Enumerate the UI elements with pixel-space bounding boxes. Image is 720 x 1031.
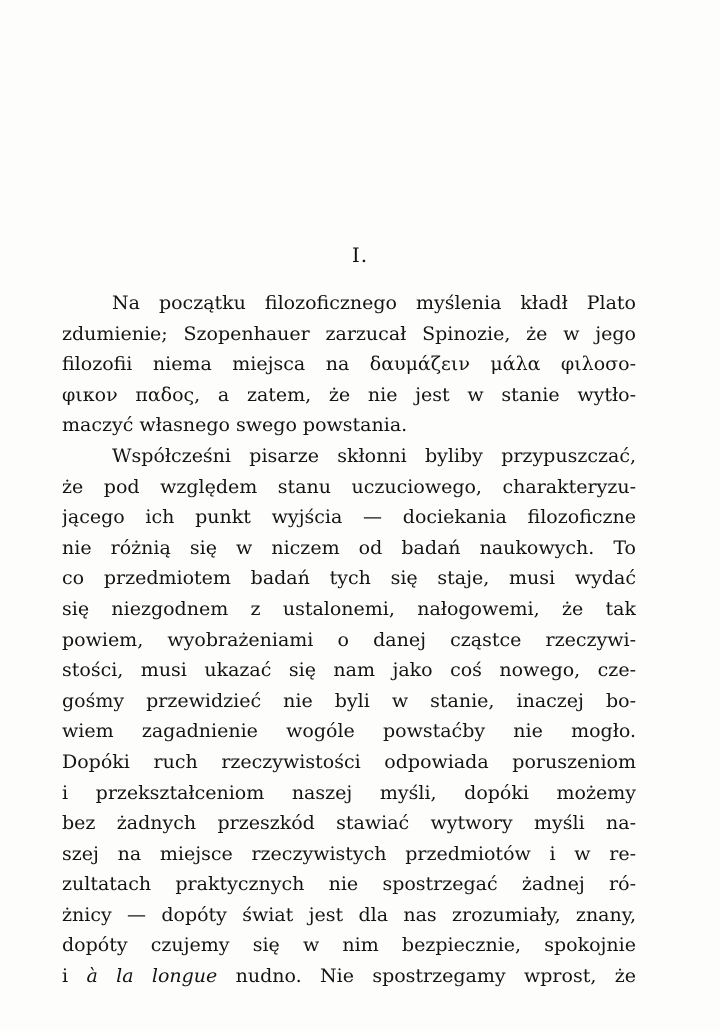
text-line: wiem zagadnienie wogóle powstaćby nie mogło. (62, 720, 636, 743)
text-line: powiem, wyobrażeniami o danej cząstce rzeczywi- (62, 628, 636, 651)
text-line (62, 961, 636, 992)
text-line: filozofii niema miejsca na δαυμάζειν μάλα φιλοσο- (62, 353, 636, 376)
text-line: szej na miejsce rzeczywistych przedmiotów i w re- (62, 842, 636, 865)
text-line: φικον παδος, a zatem, że nie jest w stanie wytło- (62, 383, 636, 406)
chapter-number: I. (351, 243, 369, 267)
text-line: nie różnią się w niczem od badań naukowych. To (62, 536, 636, 559)
text-line: Dopóki ruch rzeczywistości odpowiada poruszeniom (62, 750, 636, 773)
text-line: co przedmiotem badań tych się staje, musi wydać (62, 567, 636, 590)
body-text (62, 288, 636, 992)
text-fragment: nudno. Nie spostrzegamy wprost, że (217, 965, 636, 988)
text-line: maczyć własnego swego powstania. (62, 414, 408, 437)
text-line: Na początku filozoficznego myślenia kładł Plato (112, 292, 636, 314)
text-line: zultatach praktycznych nie spostrzegać żadnej ró- (62, 873, 636, 896)
text-line: stości, musi ukazać się nam jako coś nowego, cze- (62, 659, 636, 682)
text-line: żnicy — dopóty świat jest dla nas zrozumiały, znany, (62, 903, 636, 926)
text-line: Współcześni pisarze skłonni byliby przypuszczać, (112, 444, 636, 467)
text-line: i przekształceniom naszej myśli, dopóki możemy (62, 781, 636, 804)
text-line: jącego ich punkt wyjścia — dociekania filozoficzne (62, 506, 636, 529)
text-line: gośmy przewidzieć nie byli w stanie, inaczej bo- (62, 689, 636, 712)
text-line: bez żadnych przeszkód stawiać wytwory myśli na- (62, 812, 636, 835)
text-line: że pod względem stanu uczuciowego, charakteryzu- (62, 475, 636, 498)
text-fragment: i (62, 965, 87, 988)
italic-phrase: à la longue (86, 965, 218, 988)
text-line: zdumienie; Szopenhauer zarzucał Spinozie, że w jego (62, 322, 636, 345)
text-line: się niezgodnem z ustalonemi, nałogowemi, że tak (62, 597, 636, 620)
text-line: dopóty czujemy się w nim bezpiecznie, spokojnie (62, 934, 636, 957)
